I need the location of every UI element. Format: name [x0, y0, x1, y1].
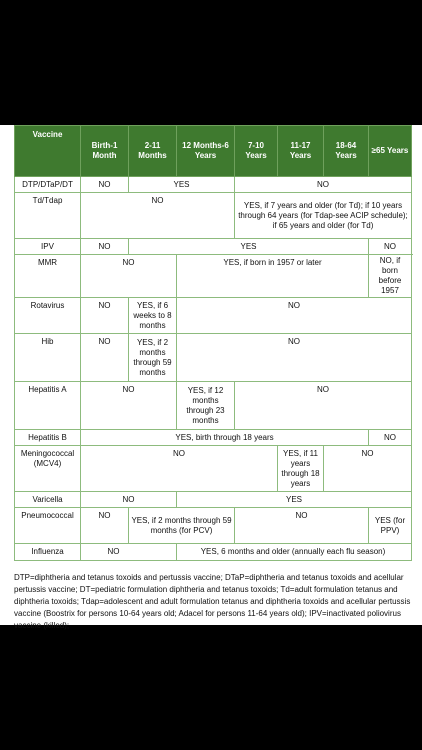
table-cell: YES — [177, 492, 412, 508]
vaccine-name: Td/Tdap — [15, 193, 81, 239]
table-cell: NO — [369, 430, 412, 446]
vaccine-name: Rotavirus — [15, 298, 81, 334]
footnote-abbreviations: DTP=diphtheria and tetanus toxoids and pertussis vaccine; DTaP=diphtheria and tetanus toxoids and acellular pertussis vaccine; DT=pediatric formulation diphtheria and tetanus toxoids; Td=adult formulation tetanus and diphtheria toxoids; Tdap=adolescent and adult formulation tetanus and diphtheria toxoids and acellular pertussis vaccine (Boostrix for persons 10-64 years old; Adacel for persons 11-64 years old); IPV=inactivated poliovirus vaccine (killed); — [14, 573, 411, 630]
table-cell: NO — [81, 492, 177, 508]
vaccine-name: Hepatitis B — [15, 430, 81, 446]
header-7-10-years: 7-10 Years — [235, 126, 278, 177]
table-cell: YES, if 12 months through 23 months — [177, 382, 235, 430]
table-cell: YES, birth through 18 years — [81, 430, 369, 446]
table-cell: NO — [177, 298, 412, 334]
vaccine-name: IPV — [15, 239, 81, 255]
table-row — [15, 193, 412, 239]
header-2-11-months: 2-11 Months — [129, 126, 177, 177]
table-cell: NO — [235, 177, 412, 193]
table-cell: NO — [81, 239, 129, 255]
table-row — [15, 298, 412, 334]
vaccine-name: Meningococcal (MCV4) — [15, 446, 81, 492]
table-cell: NO — [81, 177, 129, 193]
table-cell: YES, if 6 weeks to 8 months — [129, 298, 177, 334]
table-cell: YES — [129, 177, 235, 193]
table-row — [15, 508, 412, 544]
table-row — [15, 430, 412, 446]
table-cell: NO — [235, 508, 369, 544]
table-header-row — [15, 126, 412, 177]
table-cell: NO — [81, 255, 177, 298]
table-row — [15, 544, 412, 561]
table-cell: NO — [81, 508, 129, 544]
table-cell: NO, if born before 1957 — [369, 255, 412, 298]
table-row — [15, 446, 412, 492]
vaccine-name: Hepatitis A — [15, 382, 81, 430]
header-12-months-6-years: 12 Months-6 Years — [177, 126, 235, 177]
header-65-plus-years: ≥65 Years — [369, 126, 412, 177]
header-11-17-years: 11-17 Years — [278, 126, 324, 177]
vaccine-name: Pneumococcal — [15, 508, 81, 544]
table-cell: NO — [369, 239, 412, 255]
vaccine-name: Influenza — [15, 544, 81, 561]
vaccine-name: Varicella — [15, 492, 81, 508]
table-cell: YES — [129, 239, 369, 255]
table-row — [15, 177, 412, 193]
table-row — [15, 382, 412, 430]
document-page — [0, 125, 422, 630]
header-birth-1-month: Birth-1 Month — [81, 126, 129, 177]
table-cell: YES (for PPV) — [369, 508, 412, 544]
table-cell: YES, if 11 years through 18 years — [278, 446, 324, 492]
table-cell: NO — [81, 544, 177, 561]
table-cell: YES, if 2 months through 59 months (for PCV) — [129, 508, 235, 544]
table-row — [15, 334, 412, 382]
table-cell: YES, if 2 months through 59 months — [129, 334, 177, 382]
vaccine-eligibility-table — [14, 125, 412, 561]
table-cell: NO — [235, 382, 412, 430]
table-cell: YES, if 7 years and older (for Td); if 10 years through 64 years (for Tdap-see ACIP schedule); if 65 years and older (for Td) — [235, 193, 412, 239]
table-cell: NO — [81, 446, 278, 492]
table-cell: NO — [324, 446, 412, 492]
table-row — [15, 255, 412, 298]
table-cell: YES, if born in 1957 or later — [177, 255, 369, 298]
table-cell: NO — [81, 193, 235, 239]
vaccine-name: DTP/DTaP/DT — [15, 177, 81, 193]
header-18-64-years: 18-64 Years — [324, 126, 369, 177]
header-vaccine: Vaccine — [15, 126, 81, 177]
vaccine-name: Hib — [15, 334, 81, 382]
table-cell: NO — [81, 298, 129, 334]
table-row — [15, 492, 412, 508]
table-row — [15, 239, 412, 255]
table-cell: YES, 6 months and older (annually each flu season) — [177, 544, 412, 561]
vaccine-name: MMR — [15, 255, 81, 298]
table-cell: NO — [177, 334, 412, 382]
table-cell: NO — [81, 382, 177, 430]
table-cell: NO — [81, 334, 129, 382]
